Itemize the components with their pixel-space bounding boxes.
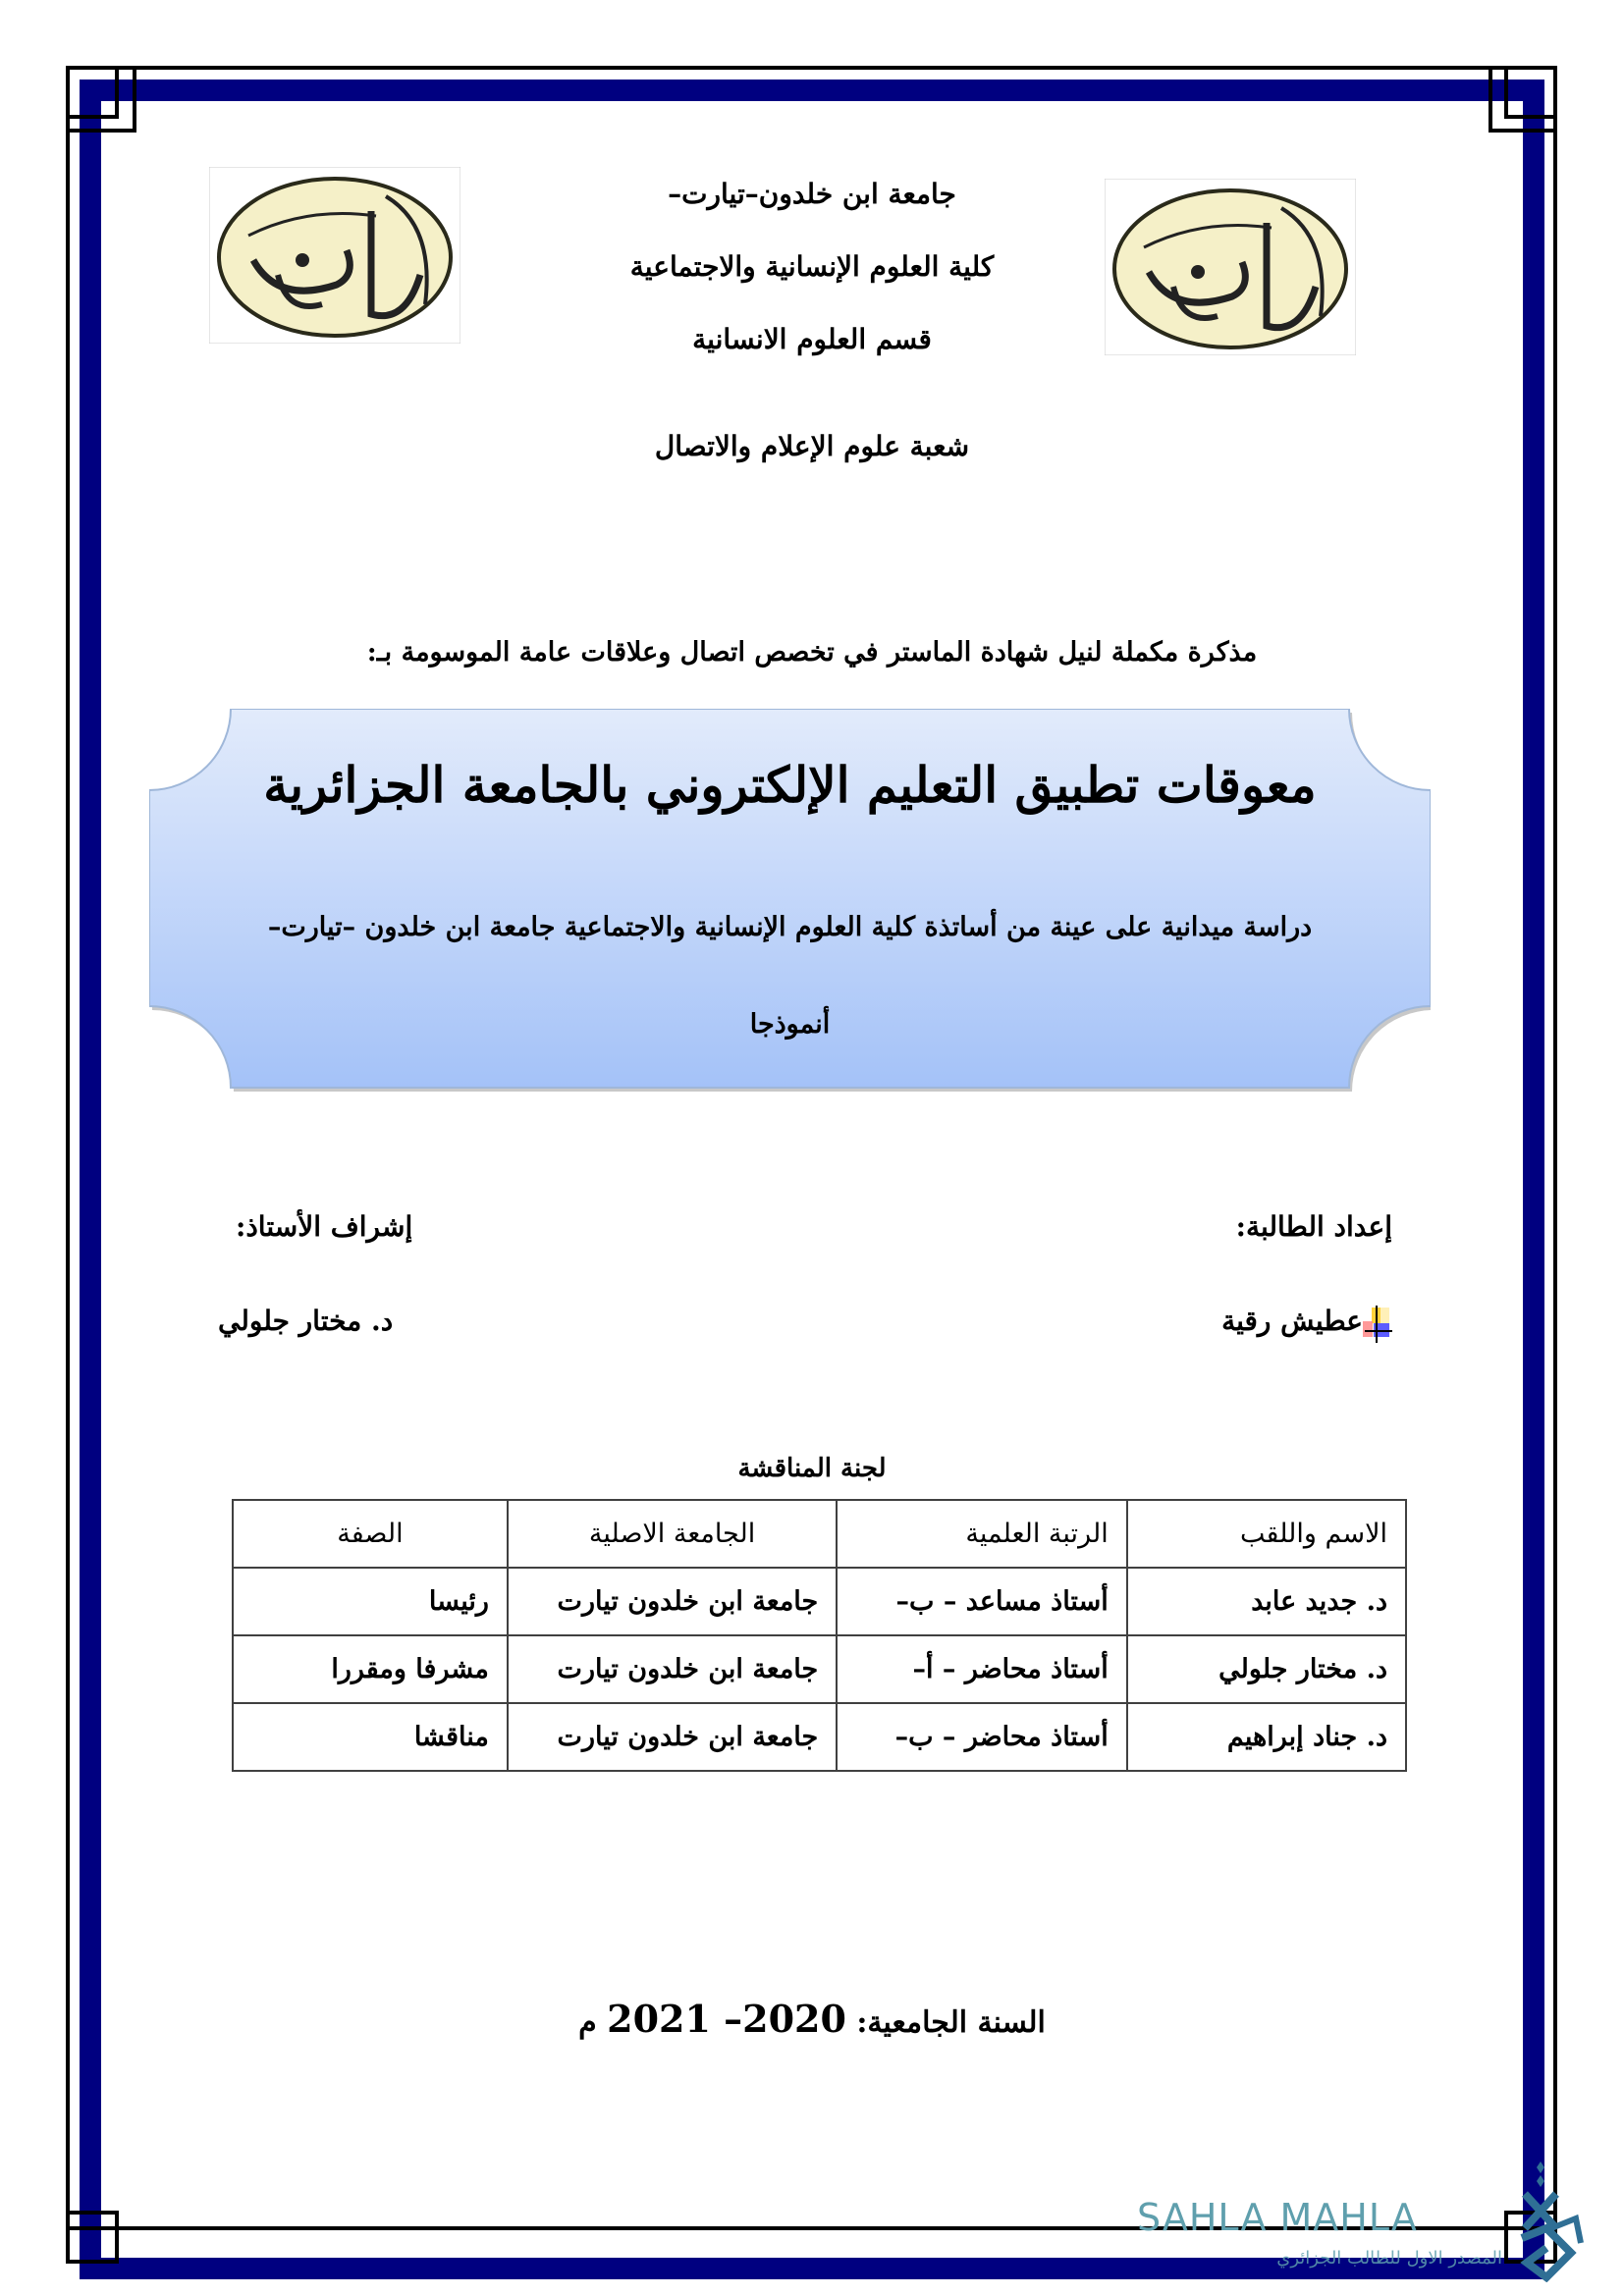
header-name: الاسم واللقب bbox=[1127, 1500, 1406, 1568]
thesis-model-label: أنموذجا bbox=[749, 1009, 831, 1040]
header-rank: الرتبة العلمية bbox=[837, 1500, 1126, 1568]
member-university: جامعة ابن خلدون تيارت bbox=[508, 1568, 837, 1635]
member-role: مناقشا bbox=[233, 1703, 508, 1771]
header-university: الجامعة الاصلية bbox=[508, 1500, 837, 1568]
department-name: قسم العلوم الانسانية bbox=[692, 323, 932, 355]
member-role: رئيسا bbox=[233, 1568, 508, 1635]
member-rank: أستاذ محاضر – ب– bbox=[837, 1703, 1126, 1771]
academic-year-suffix: م bbox=[578, 2005, 608, 2040]
academic-year-end: 2021 bbox=[607, 1997, 711, 2041]
committee-table bbox=[232, 1499, 1407, 1772]
frame-corner-bottom-left bbox=[66, 2211, 119, 2264]
thesis-intro: مذكرة مكملة لنيل شهادة الماستر في تخصص اتصال وعلاقات عامة الموسومة بـ: bbox=[366, 637, 1258, 667]
thesis-title: معوقات تطبيق التعليم الإلكتروني بالجامعة الجزائرية bbox=[263, 756, 1317, 814]
member-rank: أستاذ محاضر – أ– bbox=[837, 1635, 1126, 1703]
academic-year-label: السنة الجامعية: bbox=[845, 2005, 1046, 2040]
student-name: عطيش رقية bbox=[1221, 1305, 1363, 1337]
supervisor-label: إشراف الأستاذ: bbox=[236, 1210, 413, 1243]
member-university: جامعة ابن خلدون تيارت bbox=[508, 1635, 837, 1703]
watermark-tagline: المصدر الاول للطالب الجزائري bbox=[1276, 2248, 1502, 2269]
page-frame-black bbox=[66, 66, 1557, 2230]
committee-title: لجنة المناقشة bbox=[737, 1454, 887, 1483]
colored-cross-bullet-icon bbox=[1363, 1306, 1392, 1343]
frame-corner-top-right-inner bbox=[1489, 66, 1557, 133]
academic-year-separator: – bbox=[710, 1997, 743, 2041]
faculty-name: كلية العلوم الإنسانية والاجتماعية bbox=[629, 250, 995, 283]
frame-corner-top-left-inner bbox=[66, 66, 136, 133]
title-box bbox=[149, 709, 1431, 1088]
member-role: مشرفا ومقررا bbox=[233, 1635, 508, 1703]
academic-year-start: 2020 bbox=[742, 1997, 846, 2041]
table-row bbox=[233, 1568, 1406, 1635]
academic-year bbox=[0, 1997, 1624, 2046]
specialty-branch: شعبة علوم الإعلام والاتصال bbox=[654, 430, 970, 462]
watermark-brand: SAHLA MAHLA bbox=[1137, 2196, 1418, 2239]
member-name: د. جديد عابد bbox=[1127, 1568, 1406, 1635]
table-header-row bbox=[233, 1500, 1406, 1568]
member-name: د. مختار جلولي bbox=[1127, 1635, 1406, 1703]
student-label: إعداد الطالبة: bbox=[1235, 1210, 1392, 1243]
header-role: الصفة bbox=[233, 1500, 508, 1568]
table-row bbox=[233, 1635, 1406, 1703]
supervisor-name: د. مختار جلولي bbox=[218, 1305, 394, 1337]
member-rank: أستاذ مساعد – ب– bbox=[837, 1568, 1126, 1635]
member-name: د. جناد إبراهيم bbox=[1127, 1703, 1406, 1771]
university-name: جامعة ابن خلدون–تيارت– bbox=[668, 178, 956, 210]
member-university: جامعة ابن خلدون تيارت bbox=[508, 1703, 837, 1771]
table-row bbox=[233, 1703, 1406, 1771]
thesis-subtitle: دراسة ميدانية على عينة من أساتذة كلية العلوم الإنسانية والاجتماعية جامعة ابن خلدون –تيارت– bbox=[267, 912, 1313, 942]
sahla-mahla-logo-icon bbox=[1517, 2160, 1586, 2282]
